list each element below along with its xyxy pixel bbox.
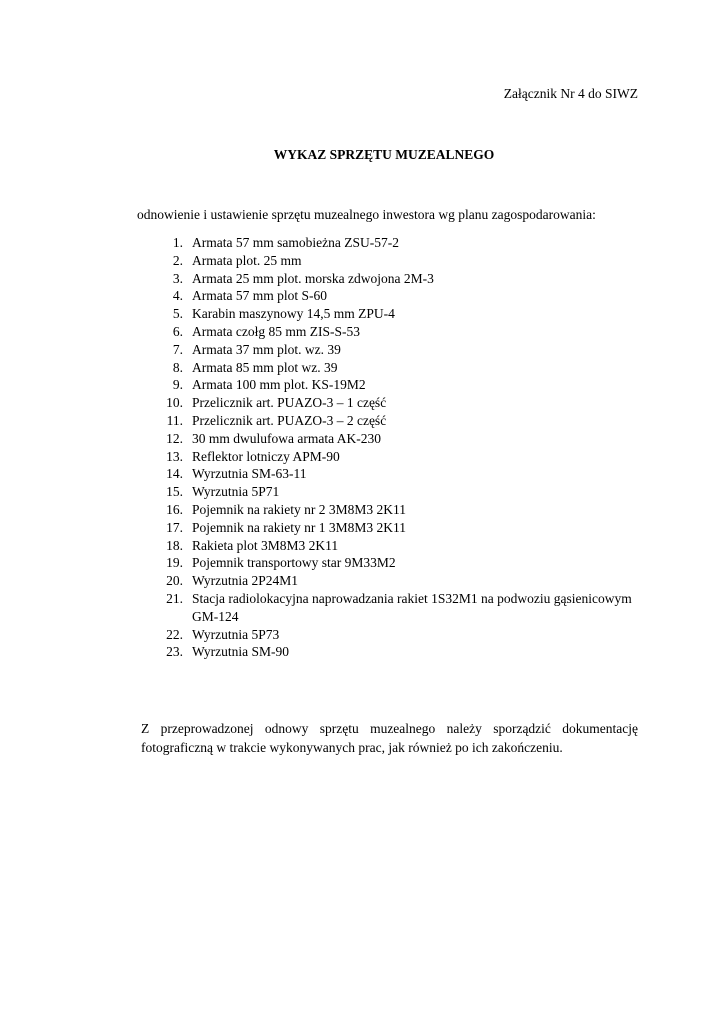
list-item — [160, 430, 645, 448]
list-item-number: 15. — [166, 484, 183, 500]
list-item-text: 30 mm dwulufowa armata AK-230 — [192, 430, 381, 446]
list-item-text: Wyrzutnia SM-90 — [192, 644, 290, 660]
list-item — [160, 643, 645, 661]
list-item-text: Stacja radiolokacyjna naprowadzania rakiet 1S32M1 na podwoziu gąsienicowym GM-124 — [192, 590, 632, 624]
list-item — [160, 359, 645, 377]
list-item — [160, 287, 645, 305]
list-item — [160, 590, 645, 626]
list-item-number: 7. — [172, 341, 183, 357]
list-item-text: Pojemnik na rakiety nr 2 3M8M3 2K11 — [192, 501, 406, 517]
list-item — [160, 519, 645, 537]
list-item-text: Wyrzutnia 5P71 — [192, 484, 280, 500]
list-item-text: Armata 57 mm plot S-60 — [192, 288, 327, 304]
list-item — [160, 341, 645, 359]
list-item — [160, 305, 645, 323]
list-item-text: Wyrzutnia 2P24M1 — [192, 573, 299, 589]
list-item-number: 16. — [166, 501, 183, 517]
list-item — [160, 270, 645, 288]
list-item-text: Pojemnik transportowy star 9M33M2 — [192, 555, 396, 571]
list-item-text: Armata plot. 25 mm — [192, 252, 302, 268]
list-item — [160, 483, 645, 501]
list-item-number: 22. — [166, 626, 183, 642]
list-item — [160, 626, 645, 644]
list-item-number: 1. — [172, 235, 183, 250]
intro-paragraph: odnowienie i ustawienie sprzętu muzealnego inwestora wg planu zagospodarowania: — [137, 207, 596, 222]
list-item — [160, 572, 645, 590]
list-item-text: Przelicznik art. PUAZO-3 – 2 część — [192, 412, 387, 428]
list-item-number: 3. — [172, 270, 183, 286]
list-item-text: Przelicznik art. PUAZO-3 – 1 część — [192, 395, 387, 411]
list-item-text: Rakieta plot 3M8M3 2K11 — [192, 537, 339, 553]
list-item-text: Karabin maszynowy 14,5 mm ZPU-4 — [192, 306, 395, 322]
list-item-text: Armata 100 mm plot. KS-19M2 — [192, 377, 366, 393]
list-item — [160, 465, 645, 483]
list-item-text: Armata 37 mm plot. wz. 39 — [192, 341, 341, 357]
list-item-number: 13. — [166, 448, 183, 464]
list-item-number: 20. — [166, 573, 183, 589]
list-item-number: 10. — [166, 395, 183, 411]
list-item — [160, 394, 645, 412]
page-title: WYKAZ SPRZĘTU MUZEALNEGO — [273, 147, 495, 162]
list-item — [160, 412, 645, 430]
list-item-number: 17. — [166, 519, 183, 535]
list-item — [160, 252, 645, 270]
list-item-number: 23. — [166, 644, 183, 660]
footer-paragraph: Z przeprowadzonej odnowy sprzętu muzealnego należy sporządzić dokumentację fotograficzną w trakcie wykonywanych prac, jak również po ich zakończeniu. — [141, 721, 638, 755]
list-item — [160, 376, 645, 394]
list-item-number: 19. — [166, 555, 183, 571]
list-item — [160, 554, 645, 572]
list-item-text: Armata 85 mm plot wz. 39 — [192, 359, 338, 375]
list-item-number: 12. — [166, 430, 183, 446]
list-item-text: Wyrzutnia SM-63-11 — [192, 466, 307, 482]
list-item — [160, 234, 645, 252]
list-item-number: 6. — [172, 323, 183, 339]
attachment-label: Załącznik Nr 4 do SIWZ — [503, 86, 638, 101]
list-item-text: Reflektor lotniczy APM-90 — [192, 448, 340, 464]
list-item-number: 11. — [166, 412, 183, 428]
list-item-number: 8. — [172, 359, 183, 375]
list-item-number: 4. — [172, 288, 183, 304]
list-item-number: 18. — [166, 537, 183, 553]
list-item — [160, 448, 645, 466]
list-item — [160, 537, 645, 555]
list-item-text: Wyrzutnia 5P73 — [192, 626, 280, 642]
list-item-number: 2. — [172, 252, 183, 268]
list-item-number: 14. — [166, 466, 183, 482]
list-item-text: Pojemnik na rakiety nr 1 3M8M3 2K11 — [192, 519, 406, 535]
list-item — [160, 323, 645, 341]
list-item-text: Armata czołg 85 mm ZIS-S-53 — [192, 323, 360, 339]
equipment-list — [160, 234, 645, 661]
list-item-number: 9. — [172, 377, 183, 393]
list-item-text: Armata 25 mm plot. morska zdwojona 2M-3 — [192, 270, 434, 286]
list-item-number: 21. — [166, 590, 183, 606]
list-item-text: Armata 57 mm samobieżna ZSU-57-2 — [192, 235, 399, 250]
list-item — [160, 501, 645, 519]
list-item-number: 5. — [172, 306, 183, 322]
